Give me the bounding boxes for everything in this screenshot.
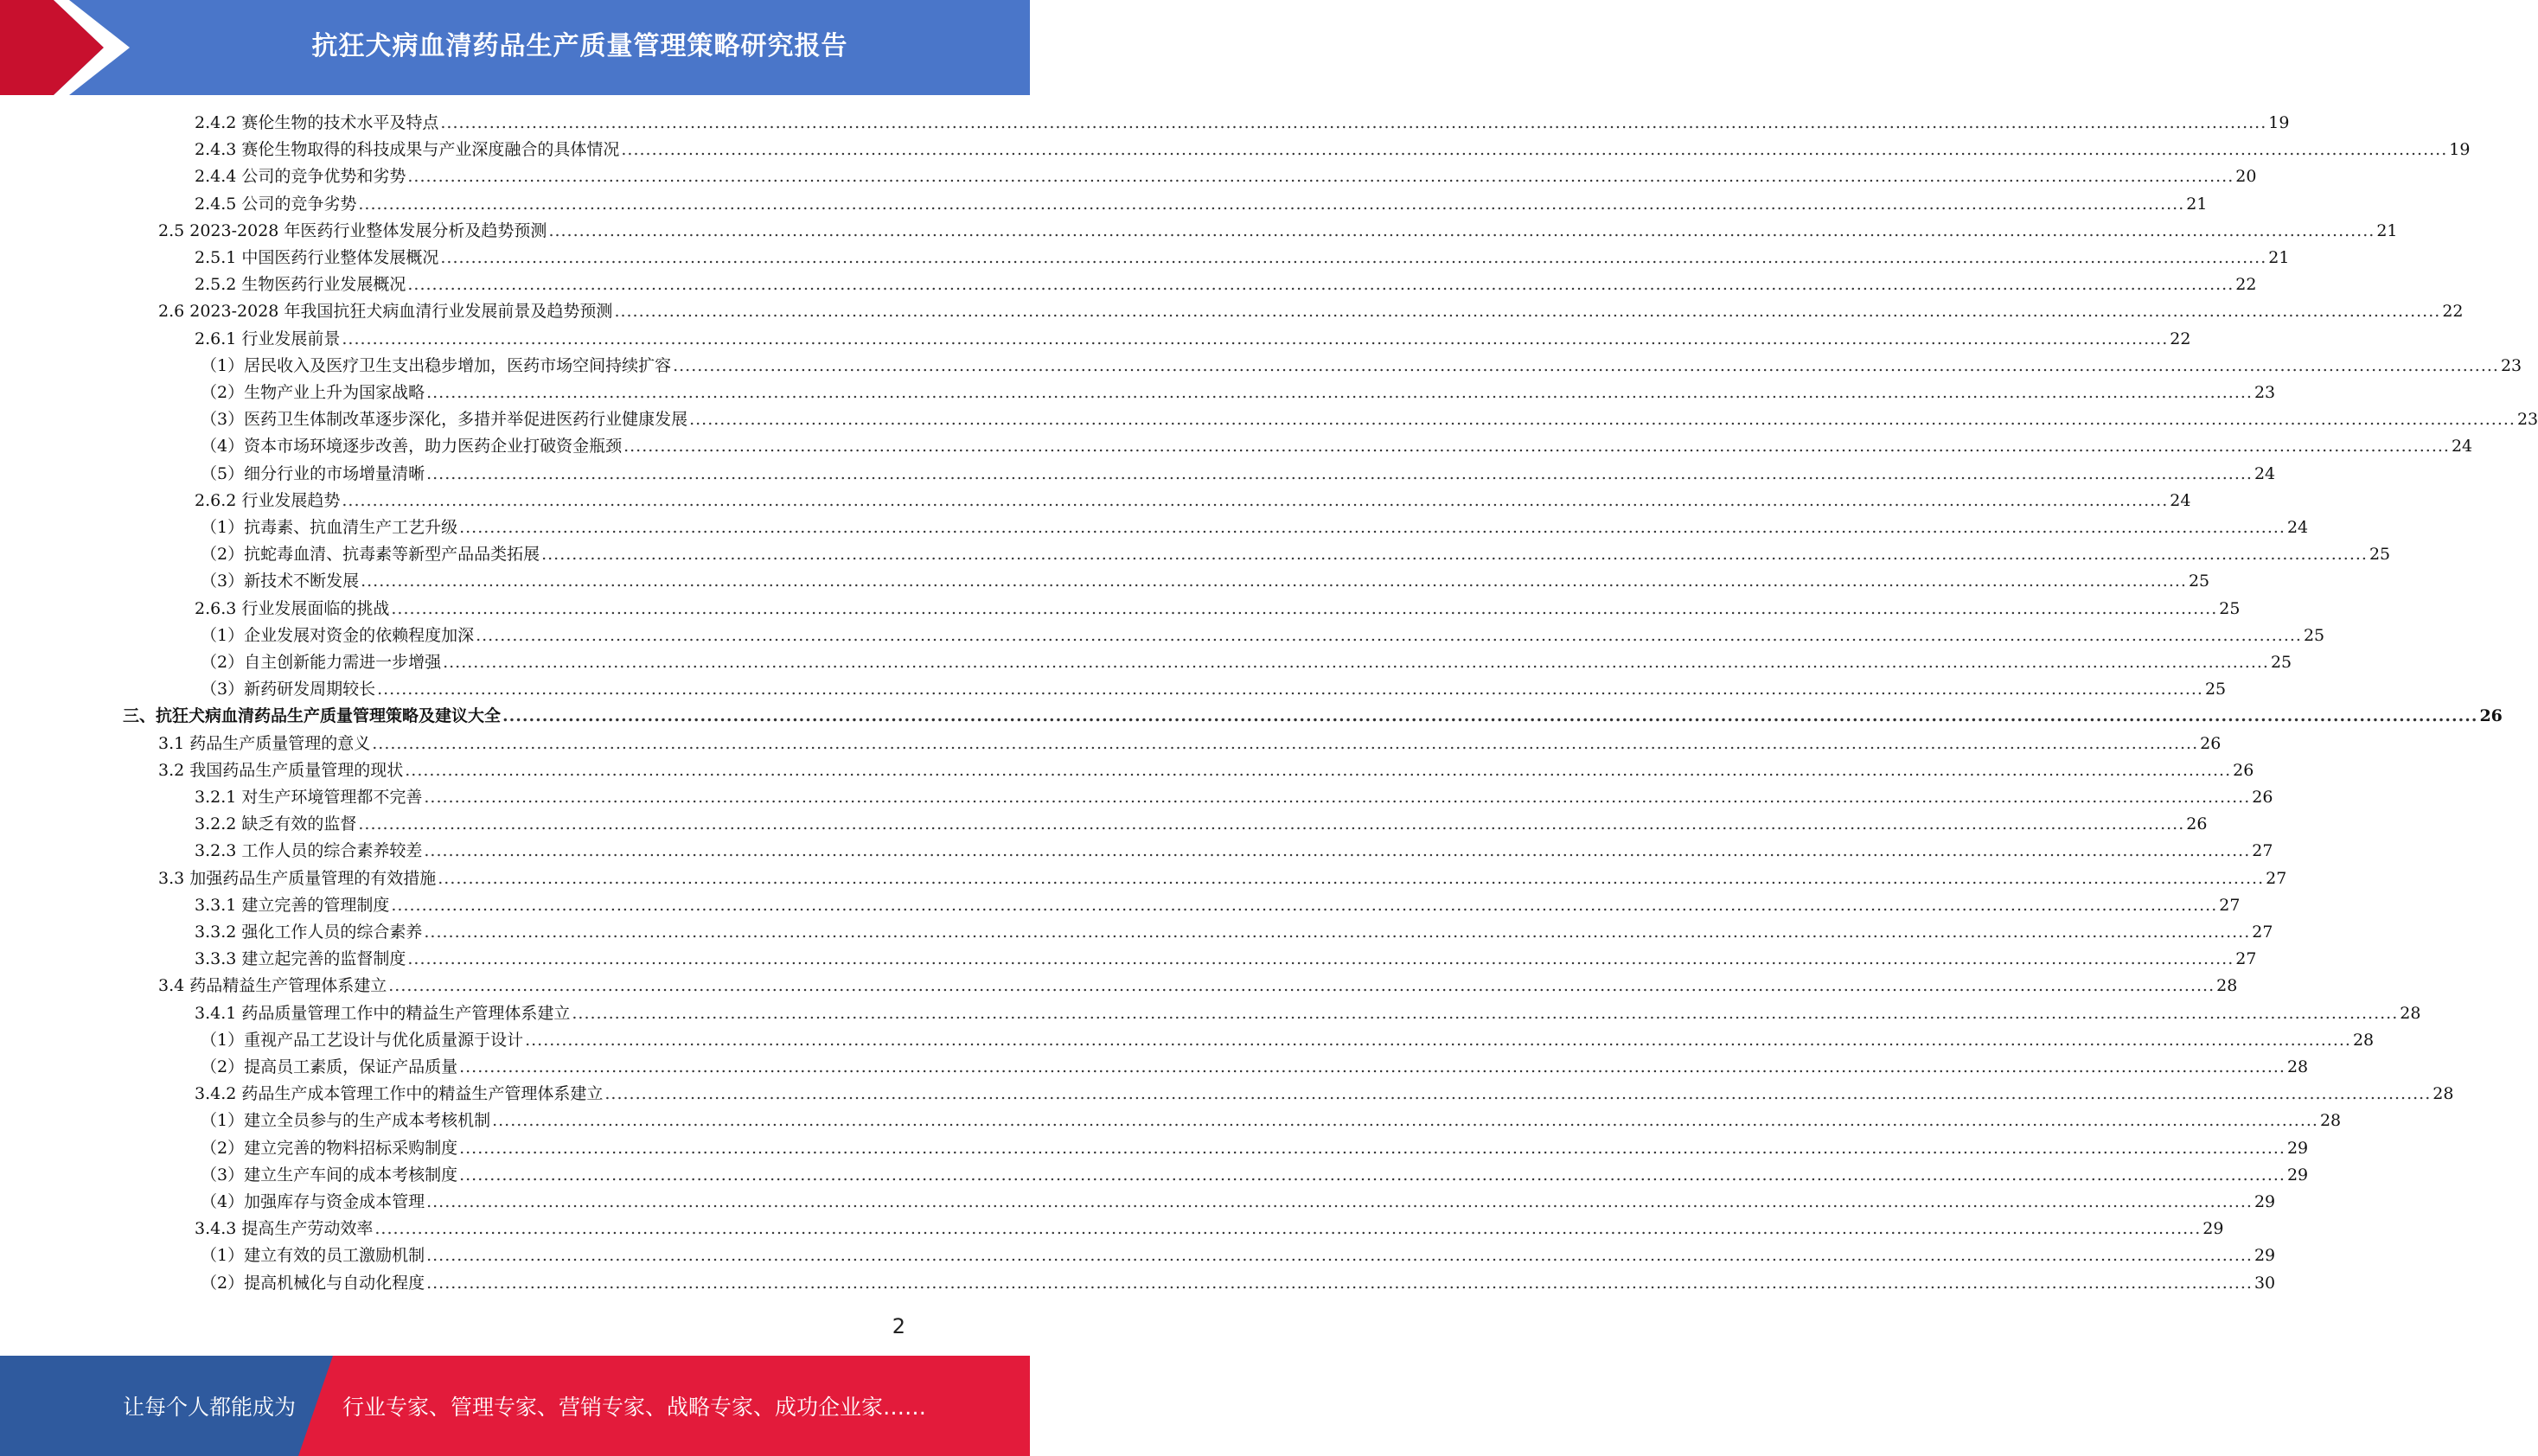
page-number: 2: [892, 1314, 905, 1338]
toc-dot-leader: ............................................................................................................................................................................................................................................................................................................: [391, 895, 2218, 915]
toc-entry-title: 3.3.1 建立完善的管理制度: [195, 895, 390, 915]
toc-dot-leader: ............................................................................................................................................................................................................................................................................................................: [388, 976, 2215, 996]
toc-entry[interactable]: [195, 811, 2208, 838]
toc-entry[interactable]: [201, 1027, 2375, 1054]
toc-entry-page: 25: [2219, 598, 2241, 618]
toc-entry[interactable]: [195, 271, 2257, 298]
toc-entry-title: （1）重视产品工艺设计与优化质量源于设计: [201, 1030, 524, 1050]
toc-entry[interactable]: [158, 757, 2254, 784]
toc-entry-title: 3.2.3 工作人员的综合素养较差: [195, 841, 423, 861]
toc-entry-title: 3.4.1 药品质量管理工作中的精益生产管理体系建立: [195, 1003, 571, 1023]
toc-entry[interactable]: [201, 433, 2473, 460]
toc-entry-title: 2.6.3 行业发展面临的挑战: [195, 598, 390, 618]
toc-entry-title: 3.2 我国药品生产质量管理的现状: [158, 760, 404, 780]
toc-dot-leader: ............................................................................................................................................................................................................................................................................................................: [459, 1057, 2285, 1076]
toc-entry[interactable]: [195, 245, 2290, 271]
toc-entry-title: 三、抗狂犬病血清药品生产质量管理策略及建议大全: [123, 706, 502, 726]
toc-entry[interactable]: [158, 865, 2287, 892]
toc-dot-leader: ............................................................................................................................................................................................................................................................................................................: [621, 140, 2448, 160]
toc-entry-title: 3.4 药品精益生产管理体系建立: [158, 976, 387, 996]
toc-entry-title: （1）抗毒素、抗血清生产工艺升级: [201, 518, 458, 537]
report-title: 抗狂犬病血清药品生产质量管理策略研究报告: [311, 31, 848, 61]
toc-entry-page: 19: [2449, 140, 2471, 160]
toc-entry-title: （1）居民收入及医疗卫生支出稳步增加，医药市场空间持续扩容: [201, 355, 672, 375]
toc-entry[interactable]: [201, 1054, 2309, 1081]
toc-dot-leader: ............................................................................................................................................................................................................................................................................................................: [361, 572, 2187, 591]
toc-entry[interactable]: [195, 919, 2273, 946]
toc-entry[interactable]: [201, 676, 2227, 703]
toc-entry-page: 26: [2233, 760, 2254, 780]
toc-entry[interactable]: [158, 298, 2464, 325]
toc-entry-page: 19: [2268, 113, 2290, 132]
toc-entry[interactable]: [195, 784, 2273, 811]
toc-entry[interactable]: [201, 1270, 2276, 1297]
toc-dot-leader: ............................................................................................................................................................................................................................................................................................................: [548, 220, 2375, 240]
toc-entry[interactable]: [201, 406, 2538, 433]
toc-entry-title: （2）建立完善的物料招标采购制度: [201, 1138, 458, 1158]
toc-dot-leader: ............................................................................................................................................................................................................................................................................................................: [377, 680, 2203, 699]
toc-entry-page: 21: [2268, 248, 2290, 267]
toc-dot-leader: ............................................................................................................................................................................................................................................................................................................: [391, 598, 2218, 618]
toc-entry-title: （5）细分行业的市场增量清晰: [201, 463, 425, 483]
toc-entry-page: 24: [2451, 437, 2473, 457]
toc-dot-leader: ............................................................................................................................................................................................................................................................................................................: [440, 248, 2267, 267]
toc-entry-page: 29: [2202, 1219, 2224, 1239]
toc-entry[interactable]: [123, 703, 2503, 730]
toc-entry-page: 22: [2170, 329, 2191, 348]
toc-entry-title: （3）新技术不断发展: [201, 572, 360, 591]
toc-entry[interactable]: [201, 353, 2522, 380]
toc-entry-title: 3.1 药品生产质量管理的意义: [158, 733, 371, 753]
toc-entry[interactable]: [195, 1081, 2454, 1108]
toc-dot-leader: ............................................................................................................................................................................................................................................................................................................: [374, 1219, 2202, 1239]
toc-entry-title: 2.6 2023-2028 年我国抗狂犬病血清行业发展前景及趋势预测: [158, 302, 613, 322]
toc-dot-leader: ............................................................................................................................................................................................................................................................................................................: [459, 1138, 2285, 1158]
toc-entry-page: 20: [2235, 167, 2257, 187]
toc-entry-title: （3）医药卫生体制改革逐步深化，多措并举促进医药行业健康发展: [201, 410, 688, 430]
toc-entry-page: 21: [2376, 220, 2398, 240]
toc-entry-title: 2.4.2 赛伦生物的技术水平及特点: [195, 113, 439, 132]
toc-entry-title: 3.4.2 药品生产成本管理工作中的精益生产管理体系建立: [195, 1084, 604, 1104]
toc-entry-title: 2.6.2 行业发展趋势: [195, 490, 341, 510]
toc-entry-title: （1）企业发展对资金的依赖程度加深: [201, 625, 475, 645]
toc-entry[interactable]: [195, 596, 2241, 623]
toc-entry-page: 25: [2303, 625, 2325, 645]
toc-dot-leader: ............................................................................................................................................................................................................................................................................................................: [405, 760, 2232, 780]
toc-entry[interactable]: [195, 137, 2471, 163]
toc-entry-page: 26: [2252, 788, 2273, 807]
toc-entry-page: 26: [2200, 733, 2222, 753]
toc-entry[interactable]: [201, 1242, 2276, 1269]
toc-entry-page: 29: [2286, 1138, 2309, 1158]
toc-dot-leader: ............................................................................................................................................................................................................................................................................................................: [440, 113, 2267, 132]
toc-dot-leader: ............................................................................................................................................................................................................................................................................................................: [673, 355, 2499, 375]
toc-dot-leader: ............................................................................................................................................................................................................................................................................................................: [424, 923, 2251, 942]
toc-entry-title: （1）建立有效的员工激励机制: [201, 1246, 425, 1266]
toc-dot-leader: ............................................................................................................................................................................................................................................................................................................: [492, 1111, 2318, 1131]
page-footer: [0, 1356, 1030, 1456]
toc-entry-page: 28: [2433, 1084, 2454, 1104]
toc-entry-title: 2.5 2023-2028 年医药行业整体发展分析及趋势预测: [158, 220, 547, 240]
toc-entry[interactable]: [201, 568, 2210, 595]
toc-entry[interactable]: [195, 946, 2257, 973]
toc-dot-leader: ............................................................................................................................................................................................................................................................................................................: [541, 545, 2368, 565]
toc-entry-page: 26: [2479, 706, 2503, 726]
toc-entry-title: 2.5.1 中国医药行业整体发展概况: [195, 248, 439, 267]
toc-dot-leader: ............................................................................................................................................................................................................................................................................................................: [407, 949, 2234, 969]
toc-dot-leader: ............................................................................................................................................................................................................................................................................................................: [502, 706, 2478, 726]
toc-dot-leader: ............................................................................................................................................................................................................................................................................................................: [459, 1165, 2285, 1185]
toc-entry-title: 3.2.1 对生产环境管理都不完善: [195, 788, 423, 807]
toc-dot-leader: ............................................................................................................................................................................................................................................................................................................: [426, 463, 2253, 483]
toc-dot-leader: ............................................................................................................................................................................................................................................................................................................: [424, 841, 2251, 861]
toc-entry-title: （2）生物产业上升为国家战略: [201, 383, 425, 402]
toc-entry-title: 2.4.4 公司的竞争优势和劣势: [195, 167, 406, 187]
toc-entry-page: 27: [2235, 949, 2257, 969]
toc-dot-leader: ............................................................................................................................................................................................................................................................................................................: [525, 1030, 2351, 1050]
toc-entry[interactable]: [201, 623, 2325, 649]
toc-entry-page: 30: [2254, 1273, 2276, 1293]
toc-entry[interactable]: [195, 110, 2290, 137]
toc-entry[interactable]: [201, 461, 2276, 488]
toc-dot-leader: ............................................................................................................................................................................................................................................................................................................: [438, 868, 2265, 888]
footer-roles: 行业专家、管理专家、营销专家、战略专家、成功企业家……: [342, 1395, 927, 1420]
toc-entry[interactable]: [195, 191, 2208, 218]
toc-entry[interactable]: [201, 1189, 2276, 1216]
toc-entry-page: 27: [2219, 895, 2241, 915]
toc-entry-page: 25: [2369, 545, 2391, 565]
toc-entry-title: （3）新药研发周期较长: [201, 680, 376, 699]
toc-entry-page: 24: [2286, 518, 2309, 537]
toc-entry-title: 2.4.5 公司的竞争劣势: [195, 194, 357, 214]
toc-dot-leader: ............................................................................................................................................................................................................................................................................................................: [443, 653, 2269, 672]
toc-entry[interactable]: [201, 514, 2309, 541]
toc-dot-leader: ............................................................................................................................................................................................................................................................................................................: [424, 788, 2251, 807]
toc-dot-leader: ............................................................................................................................................................................................................................................................................................................: [614, 302, 2441, 322]
toc-entry-title: （2）提高机械化与自动化程度: [201, 1273, 425, 1293]
toc-entry-page: 27: [2252, 923, 2273, 942]
toc-entry-page: 23: [2500, 355, 2522, 375]
toc-entry[interactable]: [195, 1000, 2421, 1027]
toc-entry-page: 21: [2186, 194, 2208, 214]
toc-entry-page: 28: [2286, 1057, 2309, 1076]
toc-entry[interactable]: [158, 731, 2222, 757]
toc-entry[interactable]: [195, 488, 2191, 514]
toc-entry-page: 24: [2170, 490, 2191, 510]
toc-entry[interactable]: [201, 649, 2292, 676]
toc-entry-page: 28: [2319, 1111, 2342, 1131]
toc-dot-leader: ............................................................................................................................................................................................................................................................................................................: [426, 1246, 2253, 1266]
toc-entry-title: （2）自主创新能力需进一步增强: [201, 653, 442, 672]
toc-entry-title: 2.4.3 赛伦生物取得的科技成果与产业深度融合的具体情况: [195, 140, 620, 160]
toc-entry-title: （2）提高员工素质，保证产品质量: [201, 1057, 458, 1076]
toc-dot-leader: ............................................................................................................................................................................................................................................................................................................: [426, 383, 2253, 402]
toc-entry[interactable]: [158, 973, 2238, 999]
toc-dot-leader: ............................................................................................................................................................................................................................................................................................................: [426, 1273, 2253, 1293]
toc-entry-page: 28: [2400, 1003, 2421, 1023]
toc-entry-page: 26: [2186, 814, 2208, 834]
toc-entry-page: 25: [2188, 572, 2210, 591]
toc-dot-leader: ............................................................................................................................................................................................................................................................................................................: [407, 275, 2234, 295]
toc-entry[interactable]: [201, 380, 2276, 406]
toc-dot-leader: ............................................................................................................................................................................................................................................................................................................: [358, 814, 2185, 834]
toc-entry[interactable]: [201, 1162, 2309, 1189]
toc-entry-title: 3.3.2 强化工作人员的综合素养: [195, 923, 423, 942]
toc-dot-leader: ............................................................................................................................................................................................................................................................................................................: [689, 410, 2516, 430]
toc-dot-leader: ............................................................................................................................................................................................................................................................................................................: [623, 437, 2450, 457]
toc-entry-title: （3）建立生产车间的成本考核制度: [201, 1165, 458, 1185]
toc-dot-leader: ............................................................................................................................................................................................................................................................................................................: [426, 1192, 2253, 1211]
toc-entry-page: 29: [2254, 1192, 2276, 1211]
toc-entry-page: 22: [2442, 302, 2464, 322]
toc-entry-page: 23: [2254, 383, 2276, 402]
toc-entry[interactable]: [201, 541, 2391, 568]
toc-entry-page: 22: [2235, 275, 2257, 295]
toc-entry-page: 27: [2252, 841, 2273, 861]
toc-entry-title: 3.3.3 建立起完善的监督制度: [195, 949, 406, 969]
toc-entry[interactable]: [195, 838, 2273, 865]
toc-entry-page: 23: [2516, 410, 2538, 430]
toc-entry-page: 29: [2286, 1165, 2309, 1185]
toc-entry[interactable]: [195, 163, 2257, 190]
page-header: [0, 0, 1030, 95]
toc-entry-page: 24: [2254, 463, 2276, 483]
toc-entry-page: 25: [2204, 680, 2227, 699]
toc-entry-title: （4）资本市场环境逐步改善，助力医药企业打破资金瓶颈: [201, 437, 623, 457]
toc-dot-leader: ............................................................................................................................................................................................................................................................................................................: [372, 733, 2199, 753]
toc-entry-title: 2.6.1 行业发展前景: [195, 329, 341, 348]
footer-slogan: 让每个人都能成为: [123, 1395, 297, 1420]
toc-entry[interactable]: [201, 1135, 2309, 1162]
toc-entry-title: 3.3 加强药品生产质量管理的有效措施: [158, 868, 437, 888]
toc-dot-leader: ............................................................................................................................................................................................................................................................................................................: [476, 625, 2302, 645]
toc-entry-title: （4）加强库存与资金成本管理: [201, 1192, 425, 1211]
toc-dot-leader: ............................................................................................................................................................................................................................................................................................................: [407, 167, 2234, 187]
toc-entry[interactable]: [195, 892, 2241, 919]
toc-entry-title: 3.4.3 提高生产劳动效率: [195, 1219, 374, 1239]
toc-dot-leader: ............................................................................................................................................................................................................................................................................................................: [459, 518, 2285, 537]
toc-dot-leader: ............................................................................................................................................................................................................................................................................................................: [358, 194, 2185, 214]
toc-dot-leader: ............................................................................................................................................................................................................................................................................................................: [572, 1003, 2399, 1023]
toc-dot-leader: ............................................................................................................................................................................................................................................................................................................: [342, 329, 2169, 348]
toc-entry-title: （1）建立全员参与的生产成本考核机制: [201, 1111, 491, 1131]
toc-entry[interactable]: [201, 1108, 2342, 1134]
toc-entry[interactable]: [195, 326, 2191, 353]
toc-entry-title: 2.5.2 生物医药行业发展概况: [195, 275, 406, 295]
toc-entry-page: 27: [2266, 868, 2287, 888]
toc-entry-page: 28: [2352, 1030, 2375, 1050]
toc-entry[interactable]: [195, 1216, 2224, 1242]
toc-entry-title: （2）抗蛇毒血清、抗毒素等新型产品品类拓展: [201, 545, 540, 565]
toc-entry-title: 3.2.2 缺乏有效的监督: [195, 814, 357, 834]
toc-entry[interactable]: [158, 218, 2398, 245]
toc-dot-leader: ............................................................................................................................................................................................................................................................................................................: [604, 1084, 2432, 1104]
toc-dot-leader: ............................................................................................................................................................................................................................................................................................................: [342, 490, 2169, 510]
toc-entry-page: 25: [2270, 653, 2292, 672]
toc-entry-page: 29: [2254, 1246, 2276, 1266]
toc-entry-page: 28: [2216, 976, 2238, 996]
